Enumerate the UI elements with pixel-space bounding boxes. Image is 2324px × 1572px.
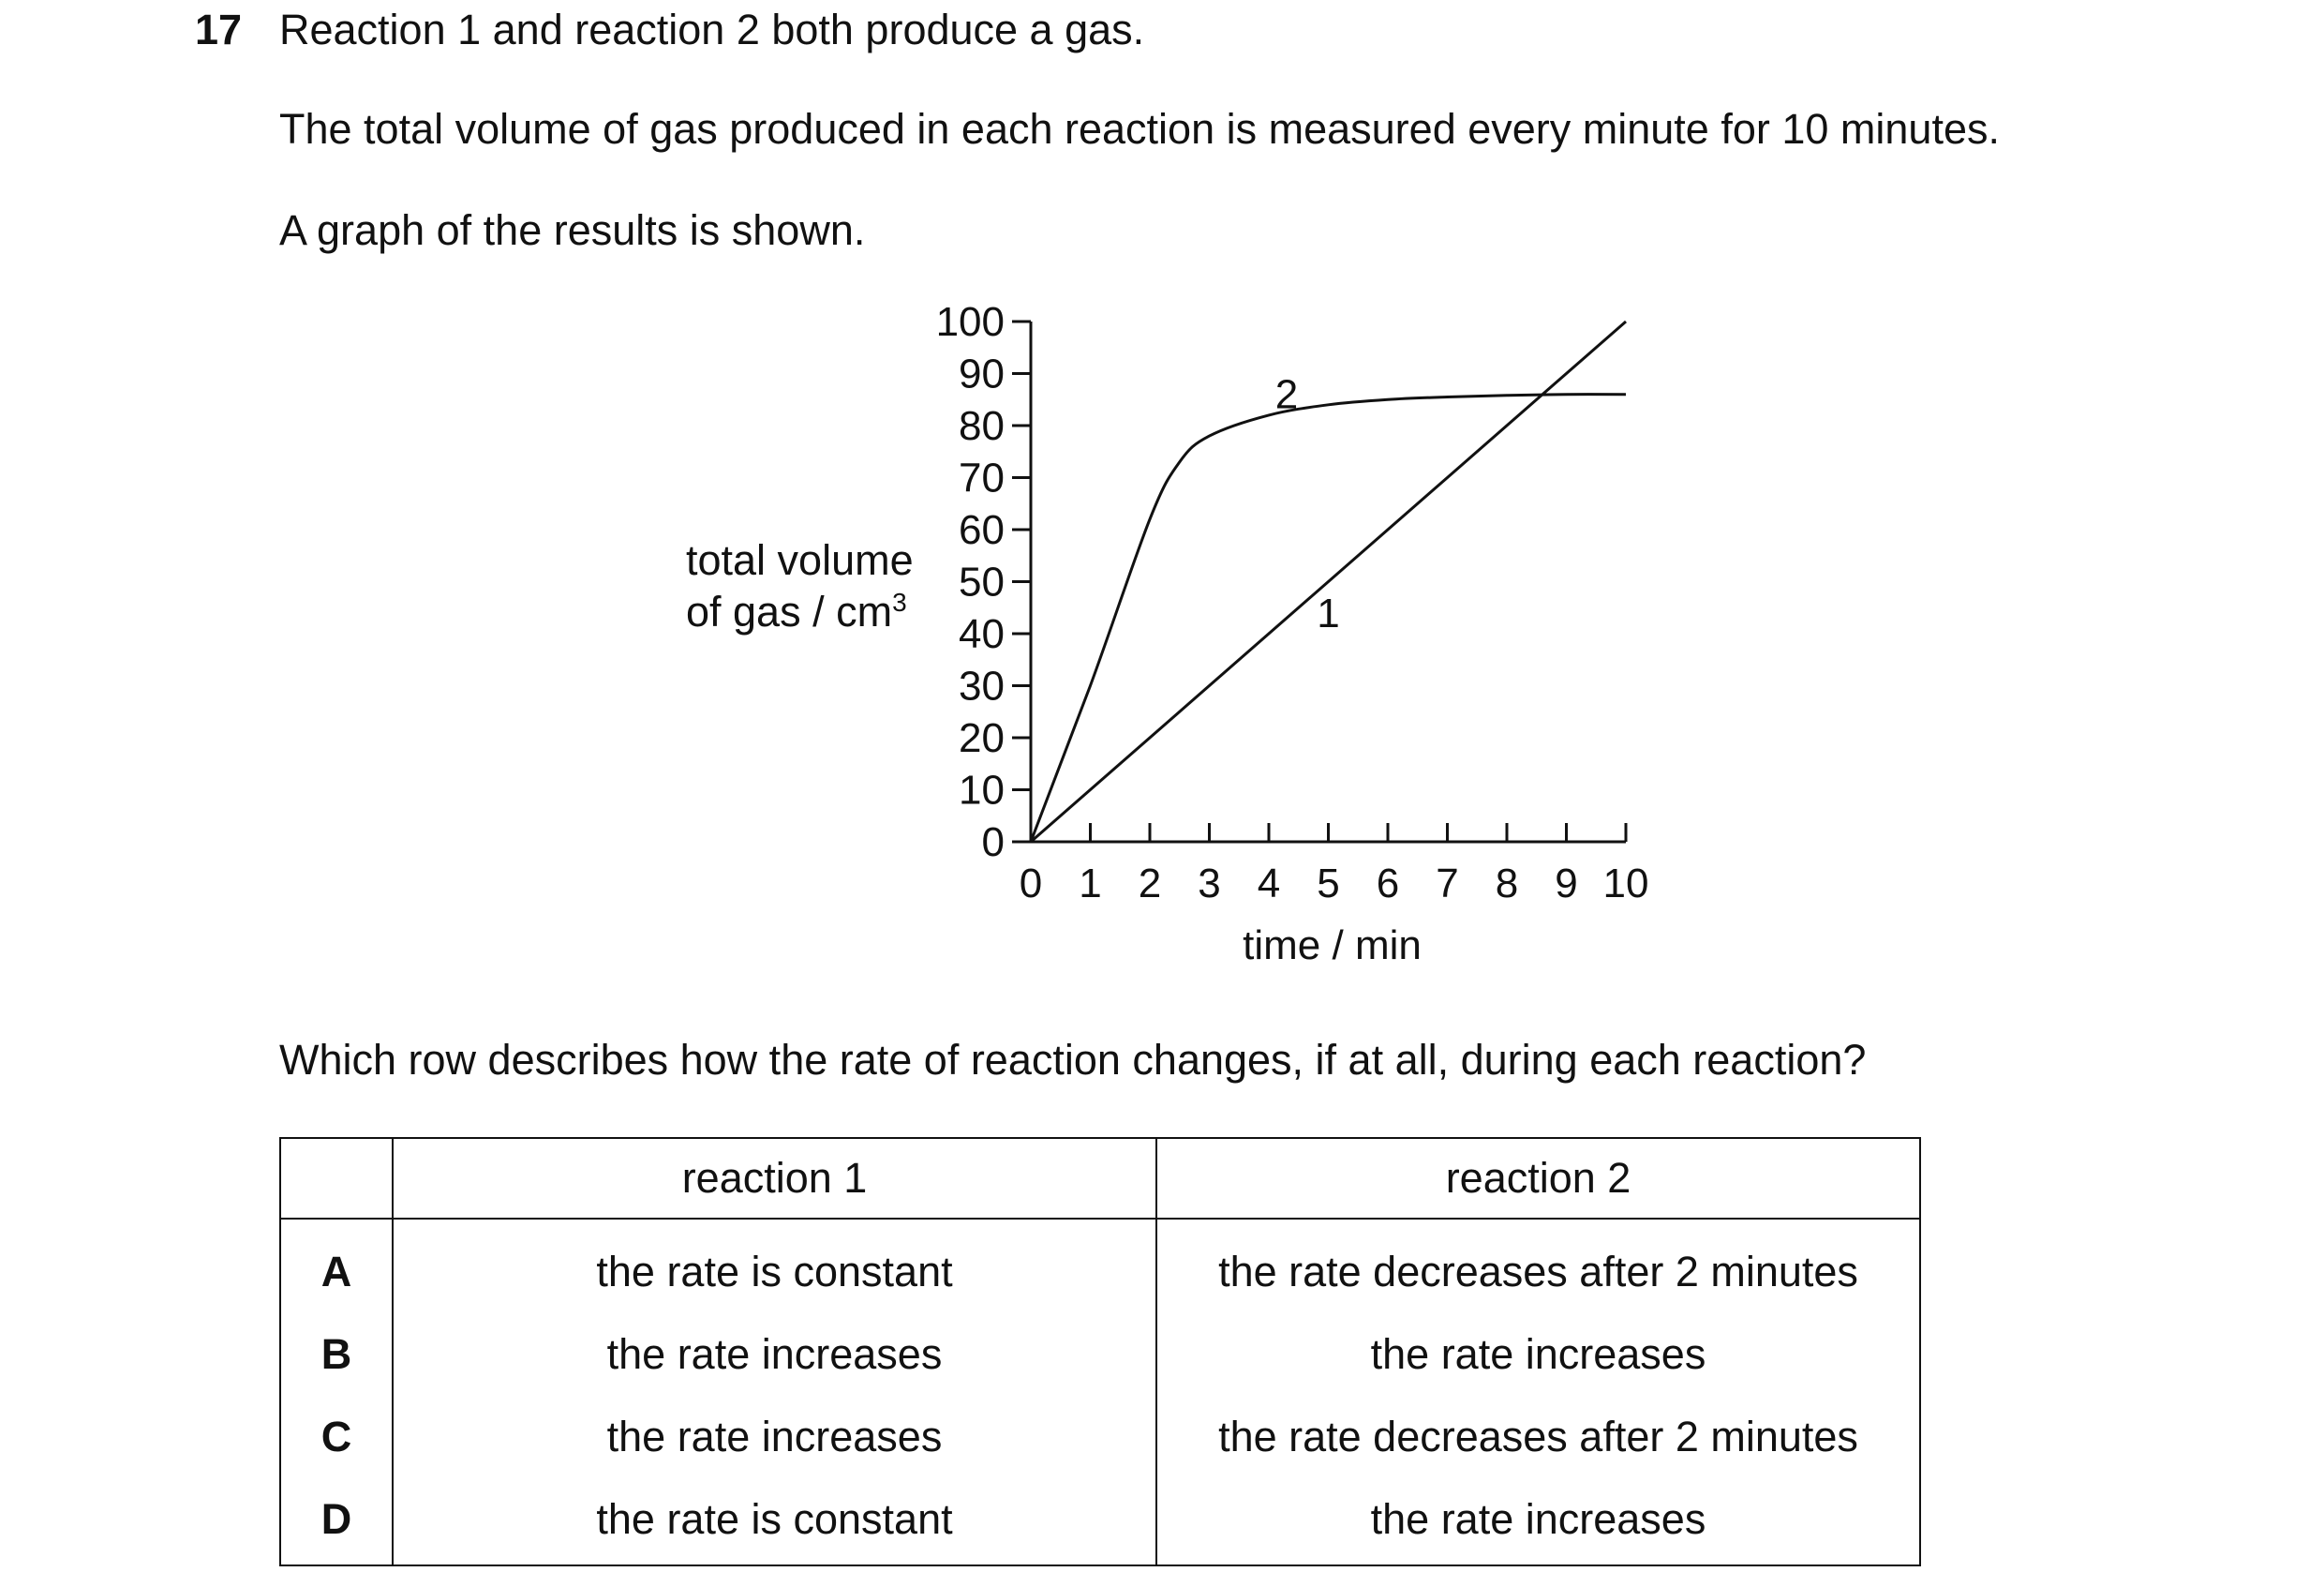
header-reaction-2: reaction 2	[1156, 1138, 1920, 1219]
y-axis-label-superscript: 3	[892, 588, 907, 617]
y-tick-label: 30	[959, 663, 1005, 710]
y-tick-label: 60	[959, 507, 1005, 553]
y-tick-label: 100	[935, 299, 1005, 345]
answer-table	[279, 1137, 1921, 1566]
option-row-c[interactable]	[280, 1396, 1920, 1478]
option-letter[interactable]: C	[280, 1396, 393, 1478]
x-tick-label: 5	[1317, 861, 1340, 906]
x-tick-label: 2	[1138, 861, 1162, 906]
x-tick-label: 4	[1257, 861, 1281, 906]
option-reaction-1: the rate increases	[393, 1396, 1156, 1478]
x-tick-label: 3	[1198, 861, 1221, 906]
question-intro: Reaction 1 and reaction 2 both produce a gas.	[279, 6, 1145, 53]
y-axis-label-text: of gas / cm	[686, 588, 893, 636]
header-blank	[280, 1138, 393, 1219]
x-axis-ticks	[1020, 823, 1649, 906]
question-number: 17	[195, 6, 243, 53]
y-axis-ticks	[936, 299, 1031, 865]
y-tick-label: 10	[959, 767, 1005, 814]
x-tick-label: 8	[1495, 861, 1519, 906]
option-reaction-1: the rate is constant	[393, 1219, 1156, 1313]
x-tick-label: 7	[1436, 861, 1459, 906]
series-2-label: 2	[1274, 371, 1299, 418]
x-tick-label: 9	[1555, 861, 1578, 906]
option-letter[interactable]: D	[280, 1478, 393, 1565]
y-tick-label: 70	[959, 455, 1005, 502]
option-reaction-2: the rate increases	[1156, 1313, 1920, 1396]
option-row-a[interactable]	[280, 1219, 1920, 1313]
x-tick-label: 10	[1602, 861, 1649, 906]
y-tick-label: 40	[959, 611, 1005, 657]
y-tick-label: 0	[981, 819, 1005, 865]
option-row-b[interactable]	[280, 1313, 1920, 1396]
question-method: The total volume of gas produced in each reaction is measured every minute for 10 minutes.	[279, 105, 2000, 153]
series-1-label: 1	[1317, 590, 1340, 636]
option-reaction-1: the rate is constant	[393, 1478, 1156, 1565]
option-reaction-2: the rate increases	[1156, 1478, 1920, 1565]
y-tick-label: 90	[959, 351, 1005, 397]
x-tick-label: 6	[1376, 861, 1400, 906]
question-graph-intro: A graph of the results is shown.	[279, 206, 866, 254]
option-letter[interactable]: B	[280, 1313, 393, 1396]
option-reaction-1: the rate increases	[393, 1313, 1156, 1396]
y-tick-label: 50	[959, 559, 1005, 606]
header-reaction-1: reaction 1	[393, 1138, 1156, 1219]
y-tick-label: 80	[959, 403, 1005, 449]
y-axis-label-line1: total volume	[686, 536, 914, 584]
option-reaction-2: the rate decreases after 2 minutes	[1156, 1396, 1920, 1478]
graph-series	[1031, 322, 1626, 842]
x-tick-label: 1	[1079, 861, 1102, 906]
x-axis-label: time / min	[1243, 922, 1422, 968]
x-tick-label: 0	[1019, 861, 1043, 906]
option-row-d[interactable]	[280, 1478, 1920, 1565]
series-1-line	[1031, 322, 1626, 842]
question-prompt: Which row describes how the rate of reaction changes, if at all, during each reaction?	[279, 1036, 1867, 1084]
answer-table-header	[280, 1138, 1920, 1219]
y-tick-label: 20	[959, 715, 1005, 761]
option-reaction-2: the rate decreases after 2 minutes	[1156, 1219, 1920, 1313]
option-letter[interactable]: A	[280, 1219, 393, 1313]
